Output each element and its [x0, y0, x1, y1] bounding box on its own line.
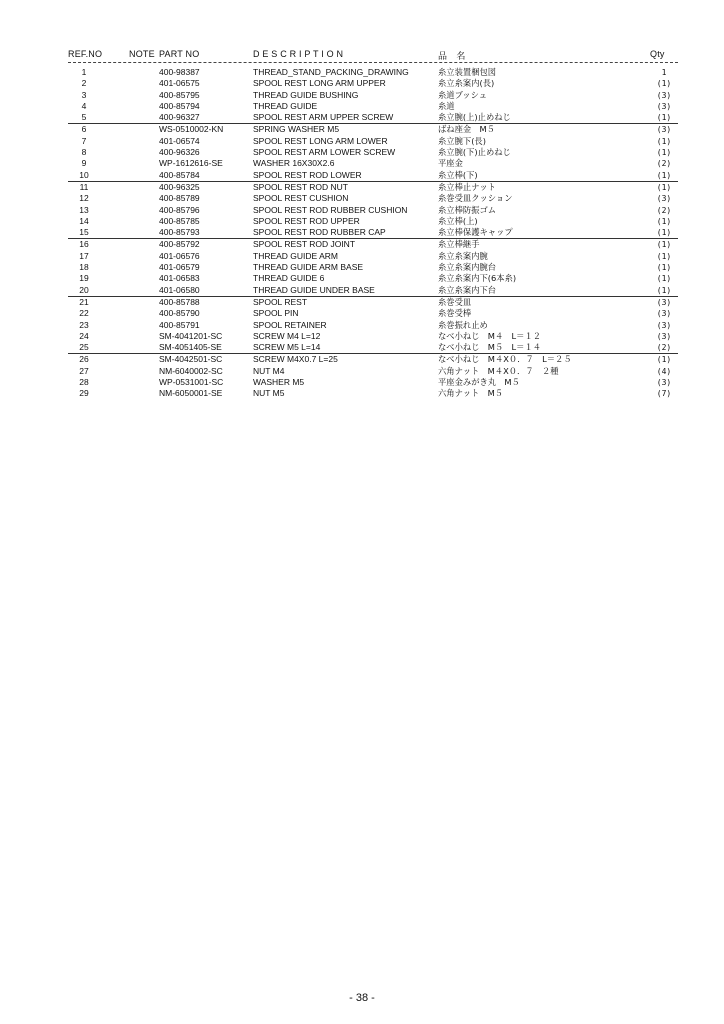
ref-no-cell: 25	[79, 342, 89, 353]
jp-name-cell: 糸立糸案内腕	[438, 250, 488, 261]
part-no-cell: 400-85794	[159, 100, 200, 111]
jp-name-cell: 糸立棒(下)	[438, 169, 478, 180]
ref-no-cell: 26	[79, 354, 89, 365]
part-no-cell: NM-6040002-SC	[159, 365, 223, 376]
ref-no-cell: 6	[81, 124, 87, 135]
ref-no-cell: 13	[79, 204, 89, 215]
description-cell: SPOOL REST ARM UPPER SCREW	[253, 112, 394, 123]
qty-cell: (1)	[656, 136, 672, 146]
ref-no-cell: 14	[79, 215, 89, 226]
table-row	[0, 112, 724, 123]
description-cell: SPOOL REST CUSHION	[253, 193, 349, 204]
table-row	[0, 101, 724, 112]
jp-name-cell: 糸立棒止ナット	[438, 181, 496, 192]
table-row	[0, 67, 724, 78]
description-cell: SPOOL REST ROD NUT	[253, 181, 348, 192]
qty-cell: (3)	[656, 331, 672, 341]
part-no-cell: SM-4041201-SC	[159, 330, 223, 341]
table-row	[0, 158, 724, 169]
ref-no-cell: 21	[79, 296, 89, 307]
table-row	[0, 366, 724, 377]
header-divider	[68, 62, 678, 63]
jp-name-cell: 糸道	[438, 100, 455, 111]
qty-cell: 1	[661, 68, 667, 77]
part-no-cell: 400-96327	[159, 112, 200, 123]
qty-cell: (1)	[656, 170, 672, 180]
table-row	[0, 90, 724, 101]
jp-name-cell: なべ小ねじ M４ L＝１２	[438, 330, 542, 341]
table-row	[0, 377, 724, 388]
description-cell: WASHER 16X30X2.6	[253, 158, 335, 169]
description-cell: NUT M4	[253, 365, 285, 376]
ref-no-cell: 15	[79, 227, 89, 238]
table-row	[0, 285, 724, 296]
part-no-cell: 400-85788	[159, 296, 200, 307]
qty-cell: (1)	[656, 228, 672, 238]
jp-name-cell: 糸立糸案内下台	[438, 284, 497, 295]
ref-no-cell: 2	[81, 78, 87, 89]
qty-cell: (1)	[656, 182, 672, 192]
table-row	[0, 78, 724, 89]
description-cell: THREAD GUIDE	[253, 100, 318, 111]
description-cell: THREAD GUIDE ARM BASE	[253, 262, 364, 273]
part-no-cell: 401-06576	[159, 250, 200, 261]
description-cell: SPOOL REST ARM LOWER SCREW	[253, 147, 396, 158]
qty-cell: (3)	[656, 320, 672, 330]
table-row	[0, 262, 724, 273]
description-cell: NUT M5	[253, 388, 285, 399]
qty-cell: (1)	[656, 216, 672, 226]
part-no-cell: 400-85789	[159, 193, 200, 204]
ref-no-cell: 19	[79, 273, 89, 284]
ref-no-cell: 23	[79, 319, 89, 330]
jp-name-cell: 糸巻受皿クッション	[438, 193, 513, 204]
part-no-cell: 400-85792	[159, 239, 200, 250]
table-row	[0, 170, 724, 181]
table-row	[0, 193, 724, 204]
qty-cell: (7)	[656, 389, 672, 399]
ref-no-cell: 10	[79, 169, 89, 180]
part-no-cell: 401-06575	[159, 78, 200, 89]
qty-cell: (3)	[656, 90, 672, 100]
ref-no-cell: 28	[79, 377, 89, 388]
table-row	[0, 331, 724, 342]
jp-name-cell: 糸道ブッシュ	[438, 89, 488, 100]
qty-cell: (2)	[656, 205, 672, 215]
ref-no-cell: 7	[81, 135, 87, 146]
description-cell: SPOOL REST ROD RUBBER CAP	[253, 227, 386, 238]
ref-no-cell: 8	[81, 147, 87, 158]
table-row	[0, 205, 724, 216]
table-row	[68, 296, 678, 308]
table-row	[0, 136, 724, 147]
header-description: D E S C R I P T I O N	[253, 49, 344, 59]
part-no-cell: WS-0510002-KN	[159, 124, 224, 135]
ref-no-cell: 29	[79, 388, 89, 399]
ref-no-cell: 20	[79, 284, 89, 295]
ref-no-cell: 24	[79, 330, 89, 341]
description-cell: SPOOL REST ROD JOINT	[253, 239, 356, 250]
part-no-cell: SM-4051405-SE	[159, 342, 222, 353]
jp-name-cell: 糸立糸案内腕台	[438, 262, 497, 273]
qty-cell: (1)	[656, 263, 672, 273]
ref-no-cell: 16	[79, 239, 89, 250]
part-no-cell: 401-06579	[159, 262, 200, 273]
qty-cell: (3)	[656, 125, 672, 135]
description-cell: SPOOL REST LONG ARM LOWER	[253, 135, 388, 146]
part-no-cell: 400-85796	[159, 204, 200, 215]
description-cell: SPOOL REST ROD UPPER	[253, 215, 360, 226]
header-note: NOTE	[129, 49, 155, 59]
part-no-cell: 400-85790	[159, 308, 200, 319]
description-cell: SCREW M4 L=12	[253, 330, 321, 341]
table-row	[0, 342, 724, 353]
jp-name-cell: 糸立装置梱包図	[438, 67, 497, 77]
part-no-cell: 400-85785	[159, 215, 200, 226]
part-no-cell: 401-06583	[159, 273, 200, 284]
qty-cell: (2)	[656, 343, 672, 353]
jp-name-cell: 糸立棒防振ゴム	[438, 204, 497, 215]
table-row	[0, 388, 724, 399]
description-cell: SPOOL REST ROD RUBBER CUSHION	[253, 204, 408, 215]
description-cell: SPOOL RETAINER	[253, 319, 327, 330]
description-cell: SPOOL PIN	[253, 308, 299, 319]
jp-name-cell: 平座金みがき丸 M５	[438, 377, 520, 388]
description-cell: THREAD GUIDE 6	[253, 273, 325, 284]
ref-no-cell: 12	[79, 193, 89, 204]
ref-no-cell: 5	[81, 112, 87, 123]
jp-name-cell: 六角ナット M５	[438, 388, 504, 399]
qty-cell: (1)	[656, 251, 672, 261]
qty-cell: (1)	[656, 285, 672, 295]
jp-name-cell: 糸立腕下(長)	[438, 135, 486, 146]
ref-no-cell: 22	[79, 308, 89, 319]
table-row	[0, 320, 724, 331]
table-row	[68, 181, 678, 193]
description-cell: SCREW M5 L=14	[253, 342, 321, 353]
description-cell: THREAD GUIDE UNDER BASE	[253, 284, 375, 295]
description-cell: WASHER M5	[253, 377, 305, 388]
table-header	[0, 49, 724, 63]
ref-no-cell: 18	[79, 262, 89, 273]
jp-name-cell: ばね座金 M５	[438, 124, 495, 135]
ref-no-cell: 4	[81, 100, 87, 111]
jp-name-cell: 六角ナット M４X０．７ ２種	[438, 365, 559, 376]
part-no-cell: 400-96326	[159, 147, 200, 158]
ref-no-cell: 27	[79, 365, 89, 376]
table-row	[0, 227, 724, 238]
description-cell: SPOOL REST LONG ARM UPPER	[253, 78, 386, 89]
qty-cell: (1)	[656, 148, 672, 158]
header-qty: Qty	[650, 49, 665, 59]
jp-name-cell: 糸立棒保護キャップ	[438, 227, 513, 238]
part-no-cell: 401-06580	[159, 284, 200, 295]
jp-name-cell: 糸立棒(上)	[438, 215, 478, 226]
part-no-cell: SM-4042501-SC	[159, 354, 223, 365]
qty-cell: (1)	[656, 113, 672, 123]
jp-name-cell: 糸巻受棒	[438, 308, 472, 319]
parts-table-body	[0, 67, 724, 400]
qty-cell: (1)	[656, 240, 672, 250]
jp-name-cell: 平座金	[438, 158, 463, 169]
part-no-cell: 400-85793	[159, 227, 200, 238]
part-no-cell: WP-0531001-SC	[159, 377, 224, 388]
table-row	[0, 251, 724, 262]
ref-no-cell: 17	[79, 250, 89, 261]
jp-name-cell: 糸立腕(下)止めねじ	[438, 147, 511, 158]
part-no-cell: NM-6050001-SE	[159, 388, 223, 399]
jp-name-cell: 糸巻受皿	[438, 296, 472, 307]
qty-cell: (3)	[656, 309, 672, 319]
jp-name-cell: 糸立糸案内(長)	[438, 78, 495, 89]
header-ref-no: REF.NO	[68, 49, 103, 59]
ref-no-cell: 9	[81, 158, 87, 169]
jp-name-cell: 糸立棒継手	[438, 239, 480, 250]
jp-name-cell: 糸巻振れ止め	[438, 319, 488, 330]
jp-name-cell: なべ小ねじ M５ L＝１４	[438, 342, 542, 353]
ref-no-cell: 11	[79, 181, 89, 192]
description-cell: SPRING WASHER M5	[253, 124, 340, 135]
qty-cell: (2)	[656, 159, 672, 169]
table-row	[0, 216, 724, 227]
part-no-cell: 400-85791	[159, 319, 200, 330]
part-no-cell: 400-98387	[159, 67, 200, 77]
jp-name-cell: 糸立糸案内下(6本糸)	[438, 273, 517, 284]
part-no-cell: 400-85795	[159, 89, 200, 100]
part-no-cell: 401-06574	[159, 135, 200, 146]
header-jp-name: 品 名	[438, 52, 466, 62]
description-cell: THREAD_STAND_PACKING_DRAWING	[253, 67, 409, 77]
qty-cell: (3)	[656, 297, 672, 307]
qty-cell: (1)	[656, 79, 672, 89]
part-no-cell: 400-85784	[159, 169, 200, 180]
header-part-no: PART NO	[159, 49, 200, 59]
table-row	[0, 147, 724, 158]
page-number: - 38 -	[349, 992, 375, 1004]
table-row	[68, 123, 678, 135]
ref-no-cell: 3	[81, 89, 87, 100]
description-cell: SPOOL REST ROD LOWER	[253, 169, 362, 180]
description-cell: SCREW M4X0.7 L=25	[253, 354, 338, 365]
part-no-cell: WP-1612616-SE	[159, 158, 223, 169]
qty-cell: (3)	[656, 378, 672, 388]
table-row	[68, 353, 678, 365]
qty-cell: (1)	[656, 274, 672, 284]
table-row	[68, 238, 678, 250]
qty-cell: (3)	[656, 101, 672, 111]
qty-cell: (4)	[656, 366, 672, 376]
table-row	[0, 308, 724, 319]
part-no-cell: 400-96325	[159, 181, 200, 192]
jp-name-cell: なべ小ねじ M４X０．７ L＝２５	[438, 354, 572, 365]
qty-cell: (1)	[656, 355, 672, 365]
description-cell: THREAD GUIDE ARM	[253, 250, 339, 261]
table-row	[0, 273, 724, 284]
jp-name-cell: 糸立腕(上)止めねじ	[438, 112, 511, 123]
qty-cell: (3)	[656, 194, 672, 204]
description-cell: THREAD GUIDE BUSHING	[253, 89, 359, 100]
ref-no-cell: 1	[81, 67, 87, 77]
description-cell: SPOOL REST	[253, 296, 308, 307]
